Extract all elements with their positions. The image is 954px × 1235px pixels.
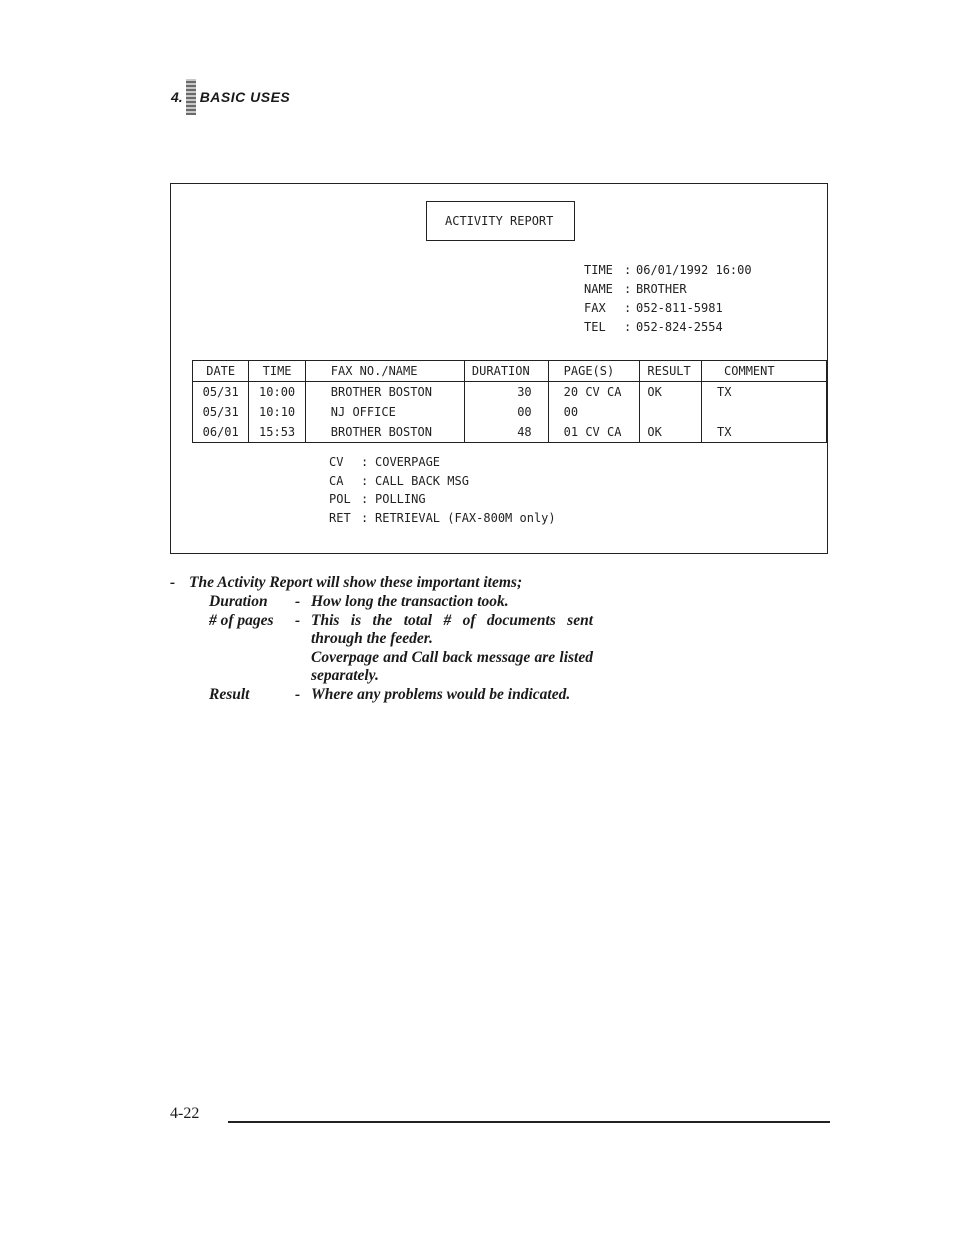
definition-line: Where any problems would be indicated. xyxy=(311,685,571,703)
cell-date: 06/01 xyxy=(193,422,249,443)
column-header-pages: PAGE(S) xyxy=(548,361,640,382)
column-header-time: TIME xyxy=(249,361,305,382)
info-value: 052-824-2554 xyxy=(636,320,723,334)
column-header-result: RESULT xyxy=(640,361,702,382)
legend-separator: : xyxy=(361,455,369,469)
legend-abbr: CV xyxy=(329,455,344,469)
cell-duration: 48 xyxy=(464,422,548,443)
cell-date: 05/31 xyxy=(193,382,249,403)
cell-time: 10:00 xyxy=(249,382,305,403)
info-value: 06/01/1992 16:00 xyxy=(636,263,752,277)
legend-row xyxy=(329,472,556,491)
cell-result xyxy=(640,402,702,422)
cell-comment: TX xyxy=(702,382,827,403)
legend-abbr: CA xyxy=(329,473,344,488)
table-row xyxy=(193,382,827,403)
definition-item xyxy=(170,612,610,686)
definition-item xyxy=(170,593,610,612)
cell-pages: 00 xyxy=(548,402,640,422)
chapter-title: BASIC USES xyxy=(199,89,291,105)
legend-row xyxy=(329,490,556,509)
activity-table xyxy=(192,360,827,443)
cell-duration: 00 xyxy=(464,402,548,422)
legend-meaning: COVERPAGE xyxy=(375,455,441,469)
cell-result: OK xyxy=(640,382,702,403)
legend-meaning: RETRIEVAL (FAX-800M only) xyxy=(375,510,556,525)
table-row xyxy=(193,402,827,422)
cell-pages: 01 CV CA xyxy=(548,422,640,443)
report-title-box xyxy=(426,201,575,241)
notes-intro-text: The Activity Report will show these important items; xyxy=(189,574,523,591)
bullet-dash: - xyxy=(170,574,176,591)
report-info xyxy=(584,261,752,337)
legend-abbr: POL xyxy=(329,492,351,506)
cell-fax-name: BROTHER BOSTON xyxy=(305,382,464,403)
cell-fax-name: NJ OFFICE xyxy=(305,402,464,422)
chapter-number: 4. xyxy=(171,89,183,105)
activity-report-sample xyxy=(170,183,828,554)
report-notes xyxy=(170,573,610,704)
definition-text xyxy=(311,612,593,686)
legend-separator: : xyxy=(361,473,369,488)
legend-meaning: CALL BACK MSG xyxy=(375,473,469,488)
definition-dash: - xyxy=(295,593,301,610)
legend-separator: : xyxy=(361,510,369,525)
definition-line: How long the transaction took. xyxy=(311,593,509,610)
chapter-tab-marker xyxy=(186,79,196,115)
cell-result: OK xyxy=(640,422,702,443)
info-row xyxy=(584,280,752,299)
table-row xyxy=(193,422,827,443)
info-label: NAME xyxy=(584,282,613,296)
info-separator: : xyxy=(624,301,632,315)
cell-time: 10:10 xyxy=(249,402,305,422)
definition-line: This is the total # of documents sent through the feeder. xyxy=(311,611,593,647)
cell-fax-name: BROTHER BOSTON xyxy=(305,422,464,443)
chapter-header xyxy=(171,78,290,116)
column-header-duration: DURATION xyxy=(464,361,548,382)
column-header-fax-name: FAX NO./NAME xyxy=(305,361,464,382)
definition-text xyxy=(311,593,593,612)
info-label: FAX xyxy=(584,301,606,315)
info-value: 052-811-5981 xyxy=(636,301,723,315)
cell-comment: TX xyxy=(702,422,827,443)
info-value: BROTHER xyxy=(636,282,687,296)
page-number: 4-22 xyxy=(170,1105,200,1122)
legend-abbr: RET xyxy=(329,510,351,525)
definition-line: Coverpage and Call back message are listed separately. xyxy=(311,648,593,684)
info-row xyxy=(584,318,752,337)
info-separator: : xyxy=(624,282,632,296)
definition-item xyxy=(170,686,610,705)
notes-intro xyxy=(170,573,610,593)
legend-separator: : xyxy=(361,492,369,506)
definition-term: # of pages xyxy=(209,611,274,629)
legend-row xyxy=(329,509,556,528)
cell-time: 15:53 xyxy=(249,422,305,443)
cell-pages: 20 CV CA xyxy=(548,382,640,403)
footer-rule xyxy=(228,1121,830,1123)
table-header-row xyxy=(193,361,827,382)
definition-dash: - xyxy=(295,685,301,703)
info-separator: : xyxy=(624,263,632,277)
definition-dash: - xyxy=(295,611,301,629)
legend-meaning: POLLING xyxy=(375,492,426,506)
legend-row xyxy=(329,453,556,472)
info-row xyxy=(584,261,752,280)
info-separator: : xyxy=(624,320,632,334)
cell-duration: 30 xyxy=(464,382,548,403)
column-header-date: DATE xyxy=(193,361,249,382)
cell-date: 05/31 xyxy=(193,402,249,422)
definition-term: Duration xyxy=(209,593,268,610)
definition-text xyxy=(311,686,593,705)
cell-comment xyxy=(702,402,827,422)
info-label: TIME xyxy=(584,263,613,277)
info-row xyxy=(584,299,752,318)
info-label: TEL xyxy=(584,320,606,334)
report-title: ACTIVITY REPORT xyxy=(445,214,554,228)
abbreviation-legend xyxy=(329,453,556,527)
definition-term: Result xyxy=(209,685,250,703)
column-header-comment: COMMENT xyxy=(702,361,827,382)
